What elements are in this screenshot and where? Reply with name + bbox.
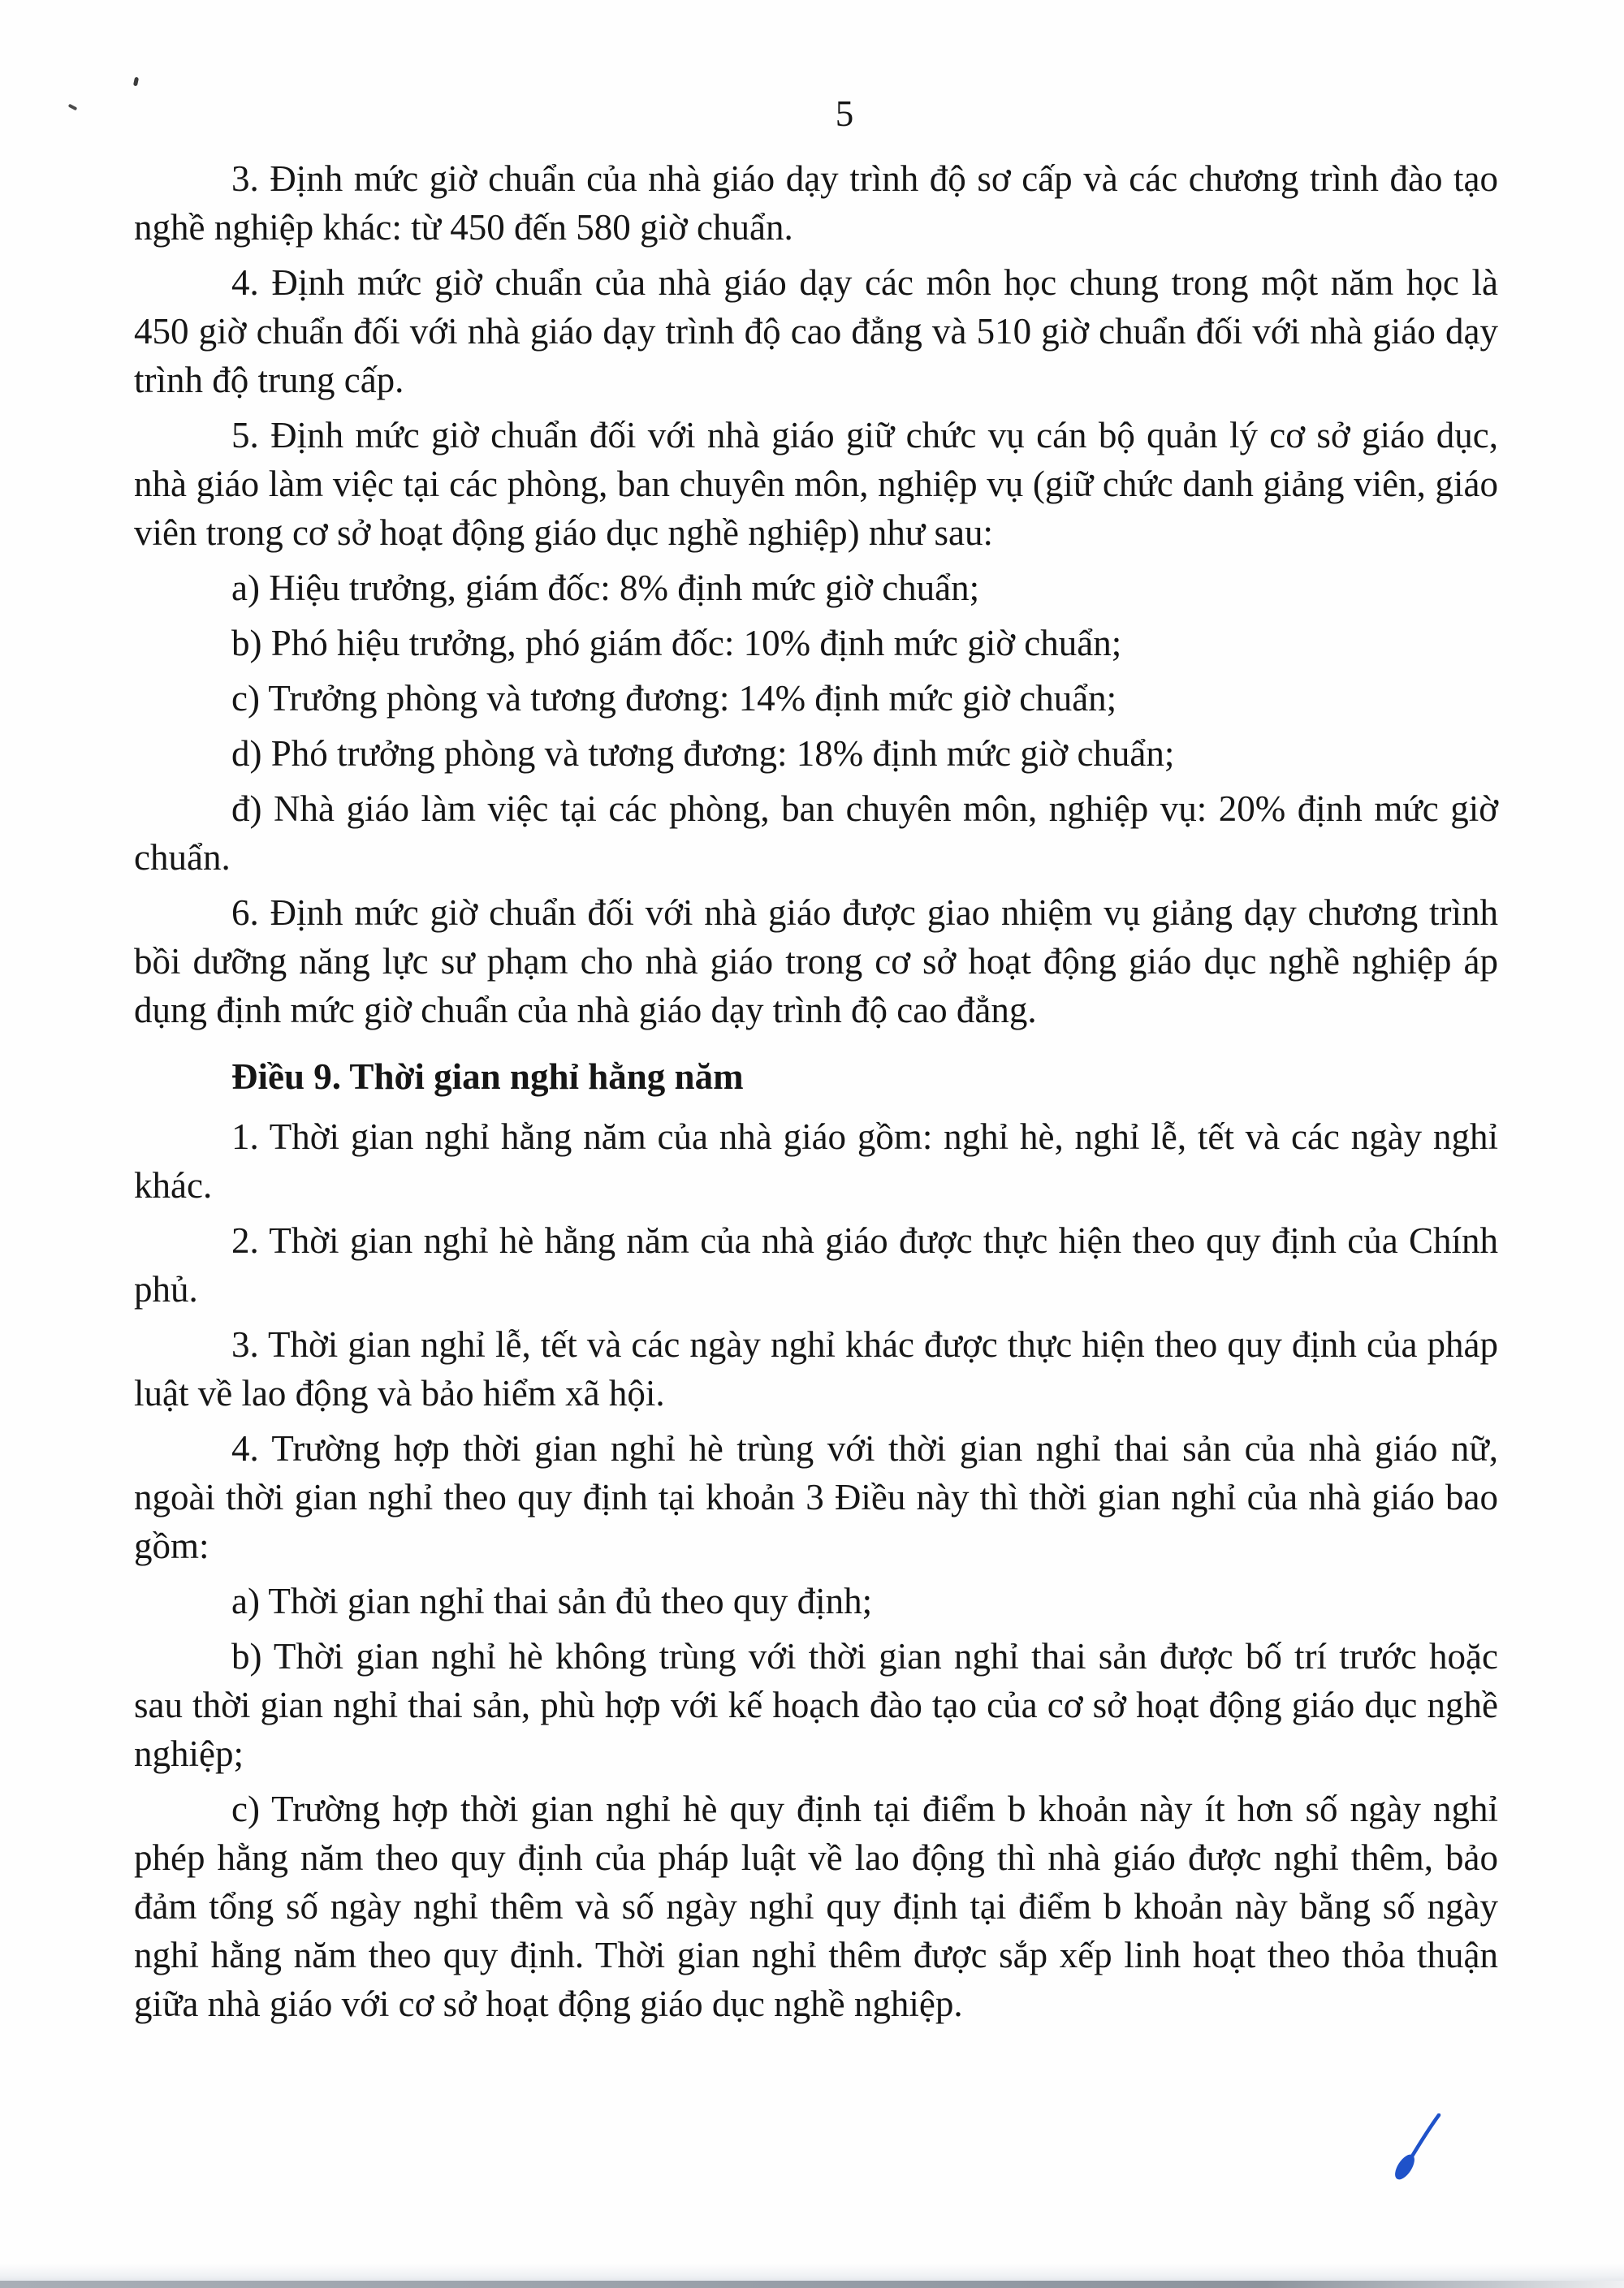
list-item-b: b) Phó hiệu trưởng, phó giám đốc: 10% định mức giờ chuẩn; [231,623,1122,663]
check-mark-tail [1410,2115,1439,2159]
list-item-a9-b: b) Thời gian nghỉ hè không trùng với thời gian nghỉ thai sản được bố trí trước hoặc sau thời gian nghỉ thai sản, phù hợp với kế hoạch đào tạo của cơ sở hoạt động giáo dục nghề nghiệp; [134,1636,1498,1774]
list-item-c: c) Trưởng phòng và tương đương: 14% định mức giờ chuẩn; [231,678,1117,719]
paragraph-clause-5: 5. Định mức giờ chuẩn đối với nhà giáo giữ chức vụ cán bộ quản lý cơ sở giáo dục, nhà giáo làm việc tại các phòng, ban chuyên môn, nghiệp vụ (giữ chức danh giảng viên, giáo viên trong cơ sở hoạt động giáo dục nghề nghiệp) như sau: [134,415,1498,553]
scan-speckle [133,77,139,87]
list-item-a: a) Hiệu trưởng, giám đốc: 8% định mức giờ chuẩn; [231,568,980,608]
check-mark-blob [1393,2152,1419,2182]
document-page [134,89,1498,2028]
paragraph-a9-clause-2: 2. Thời gian nghỉ hè hằng năm của nhà giáo được thực hiện theo quy định của Chính phủ. [134,1220,1498,1310]
scan-edge-shadow [0,2264,1624,2282]
paragraph-a9-clause-3: 3. Thời gian nghỉ lễ, tết và các ngày nghỉ khác được thực hiện theo quy định của pháp luật về lao động và bảo hiểm xã hội. [134,1324,1498,1414]
paragraph-a9-clause-4: 4. Trường hợp thời gian nghỉ hè trùng với thời gian nghỉ thai sản của nhà giáo nữ, ngoài thời gian nghỉ theo quy định tại khoản 3 Điều này thì thời gian nghỉ của nhà giáo bao gồm: [134,1428,1498,1566]
list-item-a9-c: c) Trường hợp thời gian nghỉ hè quy định tại điểm b khoản này ít hơn số ngày nghỉ phép hằng năm theo quy định của pháp luật về lao động thì nhà giáo được nghỉ thêm, bảo đảm tổng số ngày nghỉ thêm và số ngày nghỉ quy định tại điểm b khoản này bằng số ngày nghỉ hằng năm theo quy định. Thời gian nghỉ thêm được sắp xếp linh hoạt theo thỏa thuận giữa nhà giáo với cơ sở hoạt động giáo dục nghề nghiệp. [134,1789,1498,2024]
scan-edge-line [0,2281,1624,2288]
list-item-a9-a: a) Thời gian nghỉ thai sản đủ theo quy định; [231,1581,873,1621]
pen-check-mark [1393,2113,1441,2182]
paragraph-clause-3: 3. Định mức giờ chuẩn của nhà giáo dạy trình độ sơ cấp và các chương trình đào tạo nghề nghiệp khác: từ 450 đến 580 giờ chuẩn. [134,158,1498,248]
article-9-heading: Điều 9. Thời gian nghỉ hằng năm [231,1056,744,1097]
list-item-d: d) Phó trưởng phòng và tương đương: 18% định mức giờ chuẩn; [231,733,1175,774]
paragraph-clause-6: 6. Định mức giờ chuẩn đối với nhà giáo được giao nhiệm vụ giảng dạy chương trình bồi dưỡng năng lực sư phạm cho nhà giáo trong cơ sở hoạt động giáo dục nghề nghiệp áp dụng định mức giờ chuẩn của nhà giáo dạy trình độ cao đẳng. [134,892,1498,1030]
scan-speckle [68,104,78,111]
page-number: 5 [835,93,854,134]
list-item-dd: đ) Nhà giáo làm việc tại các phòng, ban chuyên môn, nghiệp vụ: 20% định mức giờ chuẩn. [134,788,1498,878]
paragraph-a9-clause-1: 1. Thời gian nghỉ hằng năm của nhà giáo gồm: nghỉ hè, nghỉ lễ, tết và các ngày nghỉ khác. [134,1116,1498,1206]
paragraph-clause-4: 4. Định mức giờ chuẩn của nhà giáo dạy các môn học chung trong một năm học là 450 giờ chuẩn đối với nhà giáo dạy trình độ cao đẳng và 510 giờ chuẩn đối với nhà giáo dạy trình độ trung cấp. [134,262,1498,400]
